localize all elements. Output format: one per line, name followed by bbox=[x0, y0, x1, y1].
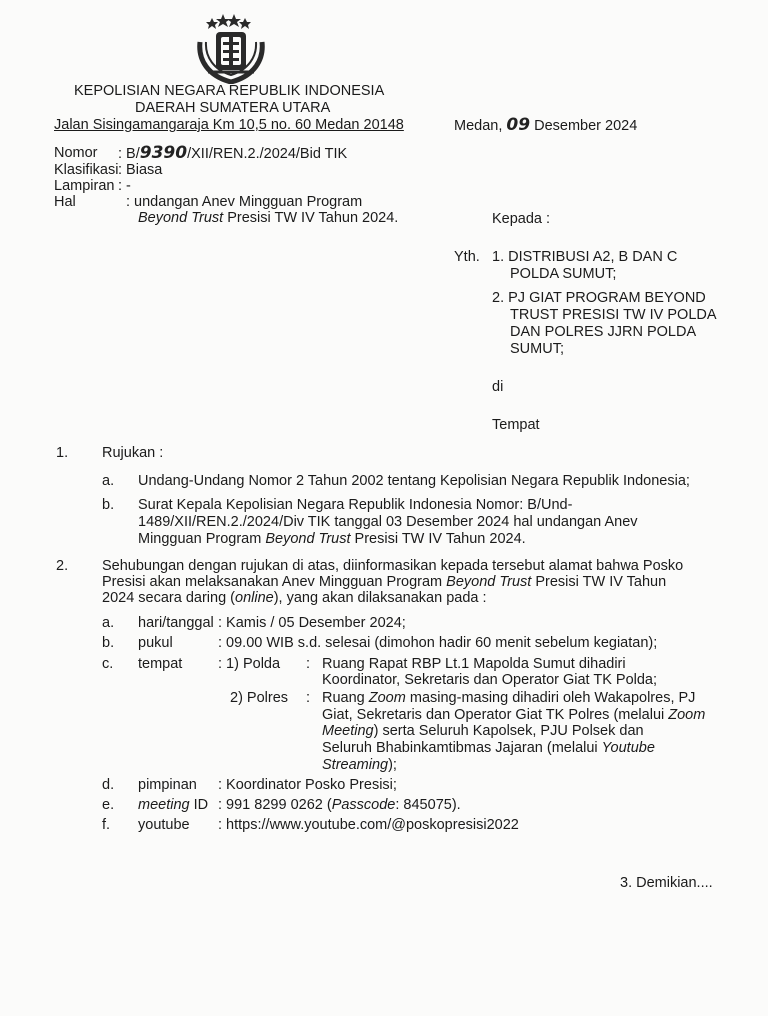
para2-line2: Presisi akan melaksanakan Anev Mingguan Program Beyond Trust Presisi TW IV Tahun bbox=[102, 574, 667, 590]
nomor-value: : B/9390/XII/REN.2./2024/Bid TIK bbox=[118, 143, 348, 163]
lampiran-value: : - bbox=[118, 178, 131, 194]
item-c2-line3: Meeting) serta Seluruh Kapolsek, PJU Polsek dan bbox=[322, 723, 644, 739]
police-emblem-logo bbox=[188, 12, 274, 84]
para2-number: 2. bbox=[56, 558, 69, 574]
item-d-value: : Koordinator Posko Presisi; bbox=[218, 777, 397, 793]
item-c-letter: c. bbox=[102, 656, 114, 672]
org-address: Jalan Sisingamangaraja Km 10,5 no. 60 Medan 20148 bbox=[54, 117, 404, 133]
item-c2-line4: Seluruh Bhabinkamtibmas Jajaran (melalui Youtube bbox=[322, 740, 655, 756]
item-a-letter: a. bbox=[102, 615, 115, 631]
continuation-text: 3. Demikian.... bbox=[620, 875, 713, 891]
item-c1-colon: : bbox=[306, 656, 311, 672]
item-b-label: pukul bbox=[138, 635, 173, 651]
item-b-letter: b. bbox=[102, 635, 115, 651]
place-date bbox=[454, 116, 637, 135]
klasifikasi-value: : Biasa bbox=[118, 162, 163, 178]
recipient-2-line3: DAN POLRES JJRN POLDA bbox=[510, 324, 697, 340]
nomor-label: Nomor bbox=[54, 145, 98, 161]
page-bottom-edge bbox=[0, 1016, 768, 1024]
item-a-label: hari/tanggal bbox=[138, 615, 214, 631]
item-f-letter: f. bbox=[102, 817, 111, 833]
kepada-label: Kepada : bbox=[492, 211, 551, 227]
tempat-label: Tempat bbox=[492, 417, 540, 433]
klasifikasi-label: Klasifikasi bbox=[54, 162, 119, 178]
item-e-label: meeting ID bbox=[138, 797, 209, 813]
item-c2-line5: Streaming); bbox=[322, 757, 397, 773]
nomor-handwritten: 9390 bbox=[139, 143, 188, 163]
para1a-letter: a. bbox=[102, 473, 115, 489]
date-month-year: Desember 2024 bbox=[534, 118, 638, 134]
para1a-text: Undang-Undang Nomor 2 Tahun 2002 tentang Kepolisian Negara Republik Indonesia; bbox=[138, 473, 690, 489]
item-f-label: youtube bbox=[138, 817, 190, 833]
recipient-1-line2: POLDA SUMUT; bbox=[510, 266, 617, 282]
para2-line1: Sehubungan dengan rujukan di atas, diinformasikan kepada tersebut alamat bahwa Posko bbox=[102, 558, 684, 574]
item-c2-colon: : bbox=[306, 690, 311, 706]
org-name: KEPOLISIAN NEGARA REPUBLIK INDONESIA bbox=[74, 83, 385, 99]
item-a-value: : Kamis / 05 Desember 2024; bbox=[218, 615, 406, 631]
recipient-2-line1: 2. PJ GIAT PROGRAM BEYOND bbox=[492, 290, 706, 306]
yth-label: Yth. bbox=[454, 249, 480, 265]
item-c-label: tempat bbox=[138, 656, 183, 672]
para1b-letter: b. bbox=[102, 497, 115, 513]
item-c1-line1: Ruang Rapat RBP Lt.1 Mapolda Sumut dihadiri bbox=[322, 656, 626, 672]
item-b-value: : 09.00 WIB s.d. selesai (dimohon hadir 60 menit sebelum kegiatan); bbox=[218, 635, 658, 651]
hal-line1: : undangan Anev Mingguan Program bbox=[126, 194, 363, 210]
place-label: Medan, bbox=[454, 118, 503, 134]
item-d-label: pimpinan bbox=[138, 777, 197, 793]
item-f-value: : https://www.youtube.com/@poskopresisi2022 bbox=[218, 817, 519, 833]
para2-line3: 2024 secara daring (online), yang akan dilaksanakan pada : bbox=[102, 590, 487, 606]
date-day-handwritten: 09 bbox=[506, 115, 531, 135]
hal-label: Hal bbox=[54, 194, 76, 210]
hal-line2: Beyond Trust Presisi TW IV Tahun 2024. bbox=[138, 210, 399, 226]
di-label: di bbox=[492, 379, 504, 395]
item-e-letter: e. bbox=[102, 797, 115, 813]
recipient-2-line4: SUMUT; bbox=[510, 341, 564, 357]
org-region: DAERAH SUMATERA UTARA bbox=[135, 100, 331, 116]
para1b-line1: Surat Kepala Kepolisian Negara Republik Indonesia Nomor: B/Und- bbox=[138, 497, 573, 513]
para1-title: Rujukan : bbox=[102, 445, 164, 461]
item-e-value: : 991 8299 0262 (Passcode: 845075). bbox=[218, 797, 461, 813]
recipient-1-line1: 1. DISTRIBUSI A2, B DAN C bbox=[492, 249, 678, 265]
para1b-line2: 1489/XII/REN.2./2024/Div TIK tanggal 03 Desember 2024 hal undangan Anev bbox=[138, 514, 638, 530]
item-c2-line2: Giat, Sekretaris dan Operator Giat TK Polres (melalui Zoom bbox=[322, 707, 706, 723]
item-c1-line2: Koordinator, Sekretaris dan Operator Giat TK Polda; bbox=[322, 672, 658, 688]
lampiran-label: Lampiran bbox=[54, 178, 115, 194]
para1b-line3: Mingguan Program Beyond Trust Presisi TW IV Tahun 2024. bbox=[138, 531, 526, 547]
item-d-letter: d. bbox=[102, 777, 115, 793]
recipient-2-line2: TRUST PRESISI TW IV POLDA bbox=[510, 307, 717, 323]
para1-number: 1. bbox=[56, 445, 69, 461]
item-c2-line1: Ruang Zoom masing-masing dihadiri oleh Wakapolres, PJ bbox=[322, 690, 696, 706]
item-c2-prefix: 2) Polres bbox=[230, 690, 289, 706]
item-c1-prefix: : 1) Polda bbox=[218, 656, 281, 672]
